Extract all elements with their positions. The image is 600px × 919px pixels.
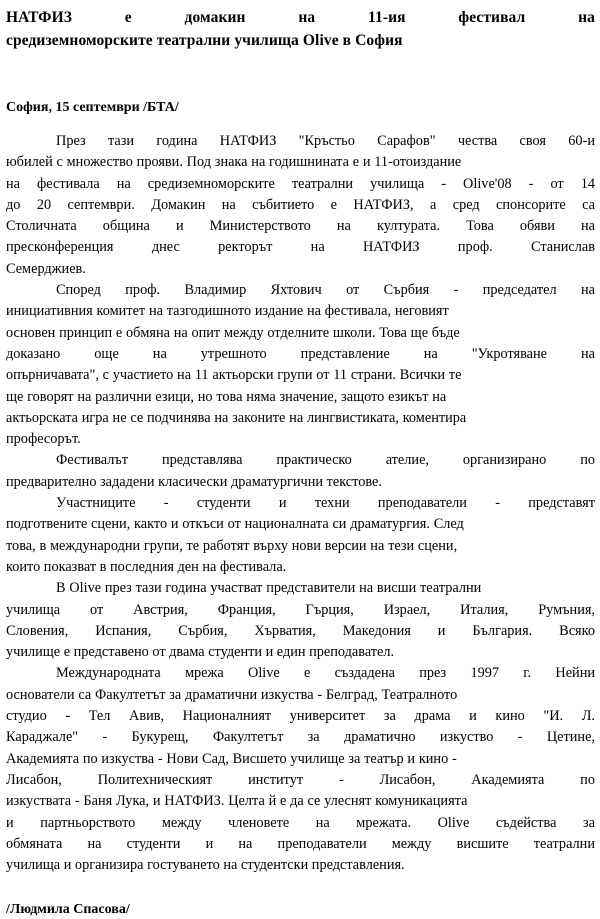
paragraph-2-line-2: инициативния комитет на тазгодишното издание на фестивала, неговият	[6, 303, 449, 320]
paragraph-6-line-1: Международната мрежа Olive е създадена през 1997 г. Нейни	[56, 665, 595, 682]
paragraph-6-line-7: изкуствата - Баня Лука, и НАТФИЗ. Целта й е да се улеснят комуникацията	[6, 793, 468, 810]
paragraph-2-line-1: Според проф. Владимир Яхтович от Сърбия - председател на	[56, 282, 595, 299]
page-title-line-1: НАТФИЗ е домакин на 11-ия фестивал на	[6, 9, 595, 26]
paragraph-6-line-5: Академията по изкуства - Нови Сад, Висшето училище за театър и кино -	[6, 750, 457, 767]
paragraph-6-line-9: обмяната на студенти и на преподаватели между висшите театрални	[6, 835, 595, 852]
paragraph-1-line-1: През тази година НАТФИЗ "Кръстьо Сарафов" чества своя 60-и	[56, 133, 595, 149]
paragraph-5-line-3: Словения, Испания, Сърбия, Хърватия, Македония и България. Всяко	[6, 622, 595, 639]
paragraph-1-line-5: Столичната община и Министерството на културата. Това обяви на	[6, 218, 595, 235]
paragraph-6-line-6: Лисабон, Политехническият институт - Лисабон, Академията по	[6, 771, 595, 788]
paragraph-1-line-4: до 20 септември. Домакин на събитието е НАТФИЗ, а сред спонсорите са	[6, 196, 595, 213]
paragraph-5-line-2: училища от Австрия, Франция, Гърция, Израел, Италия, Румъния,	[6, 601, 595, 618]
paragraph-6-line-10: училища и организира гостуването на студентски представления.	[6, 857, 405, 874]
paragraph-6-line-8: и партньорството между членовете на мрежата. Olive съдейства за	[6, 814, 595, 831]
paragraph-3-line-2: предварително зададени класически драматургични текстове.	[6, 473, 382, 490]
author-signature: /Людмила Спасова/	[6, 902, 130, 918]
paragraph-6	[6, 663, 595, 876]
page-title	[6, 0, 595, 52]
paragraph-4	[6, 493, 595, 578]
paragraph-6-line-4: Караджале" - Букурещ, Факултетът за драматично изкуство - Цетине,	[6, 729, 595, 746]
paragraph-4-line-3: това, в международни групи, те работят върху нови версии на тези сцени,	[6, 537, 458, 554]
paragraph-5	[6, 578, 595, 663]
paragraph-4-line-1: Участниците - студенти и техни преподаватели - представят	[56, 495, 595, 512]
page-title-line-2: средиземноморските театрални училища Olive в София	[6, 32, 403, 49]
paragraph-3-line-1: Фестивалът представлява практическо ателие, организирано по	[56, 452, 595, 469]
paragraph-3	[6, 450, 595, 493]
dateline: София, 15 септември /БТА/	[6, 100, 179, 115]
paragraph-1-line-6: пресконференция днес ректорът на НАТФИЗ проф. Станислав	[6, 239, 595, 256]
paragraph-5-line-4: училище е представено от двама студенти и един преподавател.	[6, 644, 395, 661]
paragraph-2-line-6: ще говорят на различни езици, но това няма значение, защото езикът на	[6, 388, 447, 405]
paragraph-5-line-1: В Olive през тази година участват представители на висши театрални	[56, 580, 482, 597]
paragraph-4-line-2: подготвените сцени, както и откъси от националната си драматургия. След	[6, 516, 464, 533]
paragraph-1-line-7: Семерджиев.	[6, 260, 86, 277]
paragraph-2-line-3: основен принцип е обмяна на опит между отделните школи. Това ще бъде	[6, 324, 460, 341]
paragraph-2-line-7: актьорската игра не се подчинява на законите на лингвистиката, коментира	[6, 409, 467, 426]
paragraph-2-line-8: професорът.	[6, 431, 81, 448]
paragraph-1	[6, 131, 595, 280]
paragraph-2-line-5: опърничавата", с участието на 11 актьорски групи от 11 страни. Всички те	[6, 367, 462, 384]
paragraph-6-line-2: основатели са Факултетът за драматични изкуства - Белград, Театралното	[6, 686, 458, 703]
paragraph-4-line-4: които показват в последния ден на фестивала.	[6, 558, 287, 575]
paragraph-6-line-3: студио - Тел Авив, Националният университет за драма и кино "И. Л.	[6, 708, 595, 725]
paragraph-1-line-2: юбилей с множество прояви. Под знака на годишнината е и 11-отоиздание	[6, 154, 462, 171]
paragraph-2	[6, 280, 595, 450]
paragraph-1-line-3: на фестивала на средиземноморските театрални училища - Olive'08 - от 14	[6, 175, 595, 192]
article-body	[6, 117, 595, 876]
paragraph-2-line-4: доказано още на утрешното представление на "Укротяване на	[6, 345, 595, 362]
